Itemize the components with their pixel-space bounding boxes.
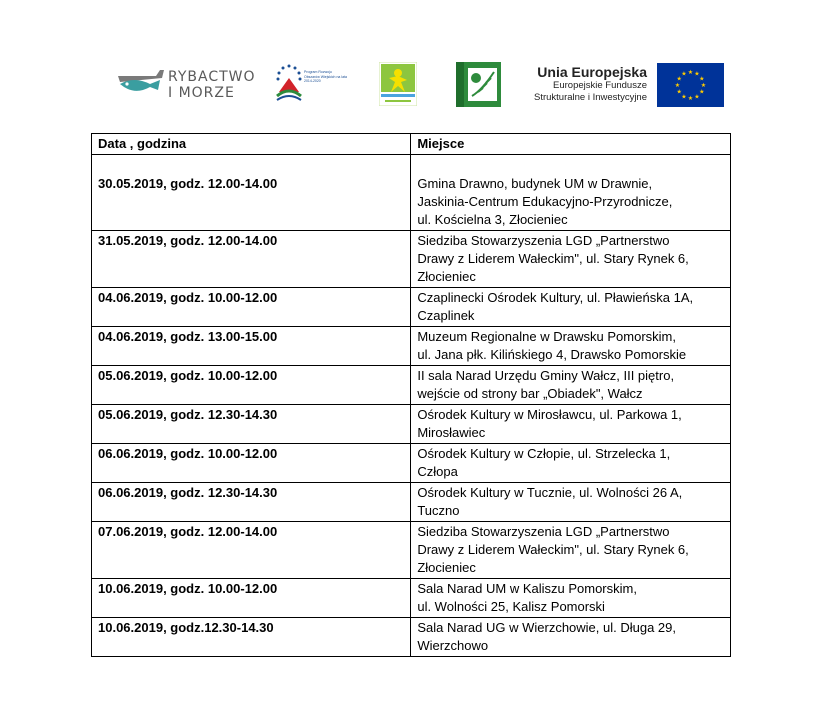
place-line: ul. Wolności 25, Kalisz Pomorski	[417, 599, 605, 614]
place-line: Tuczno	[417, 503, 460, 518]
place-line: Wierzchowo	[417, 638, 489, 653]
row-place	[411, 288, 731, 327]
table-body	[92, 155, 731, 657]
row-place	[411, 483, 731, 522]
place-line: Drawy z Liderem Wałeckim", ul. Stary Rynek 6,	[417, 542, 689, 557]
row-date: 04.06.2019, godz. 13.00-15.00	[92, 327, 411, 366]
rybactwo-i-morze-logo	[116, 68, 256, 102]
row-date: 10.06.2019, godz. 10.00-12.00	[92, 579, 411, 618]
row-date: 05.06.2019, godz. 12.30-14.30	[92, 405, 411, 444]
table-row	[92, 288, 731, 327]
row-place	[411, 618, 731, 657]
table-row	[92, 155, 731, 231]
row-date: 05.06.2019, godz. 10.00-12.00	[92, 366, 411, 405]
logo-bar	[0, 58, 826, 110]
row-place	[411, 366, 731, 405]
leader-wheat-icon	[456, 62, 501, 107]
row-place	[411, 579, 731, 618]
row-place	[411, 405, 731, 444]
row-date: 06.06.2019, godz. 10.00-12.00	[92, 444, 411, 483]
place-line: Czaplinek	[417, 308, 475, 323]
row-date: 04.06.2019, godz. 10.00-12.00	[92, 288, 411, 327]
place-line: Gmina Drawno, budynek UM w Drawnie,	[417, 176, 653, 191]
row-date: 30.05.2019, godz. 12.00-14.00	[92, 155, 411, 231]
table-row	[92, 327, 731, 366]
table-header-row	[92, 134, 731, 155]
row-date: 31.05.2019, godz. 12.00-14.00	[92, 231, 411, 288]
eu-flag	[657, 63, 724, 107]
place-line: Czaplinecki Ośrodek Kultury, ul. Pławieńska 1A,	[417, 290, 694, 305]
place-line: Drawy z Liderem Wałeckim", ul. Stary Rynek 6,	[417, 251, 689, 266]
table-row	[92, 618, 731, 657]
eu-funds-text	[517, 64, 647, 108]
eu-star-icon: ★	[674, 83, 681, 89]
prow-caption: Program Rozwoju Obszarów Wiejskich na lata 2014-2020	[304, 70, 347, 83]
row-place	[411, 327, 731, 366]
place-line: Złocieniec	[417, 269, 476, 284]
fish-boat-icon	[116, 68, 166, 102]
eu-subtitle-line1: Europejskie Fundusze	[553, 80, 647, 91]
table-row	[92, 405, 731, 444]
header-date: Data , godzina	[92, 134, 411, 155]
eu-star-icon: ★	[694, 71, 700, 78]
row-date: 07.06.2019, godz. 12.00-14.00	[92, 522, 411, 579]
eu-star-icon: ★	[694, 94, 700, 101]
place-line: Ośrodek Kultury w Człopie, ul. Strzelecka 1,	[417, 446, 671, 461]
rybactwo-text: RYBACTWO	[168, 69, 256, 85]
place-line: Sala Narad UM w Kaliszu Pomorskim,	[417, 581, 637, 596]
eu-star-icon: ★	[681, 94, 687, 101]
eu-star-icon: ★	[699, 76, 705, 83]
place-line: Ośrodek Kultury w Tucznie, ul. Wolności 26 A,	[417, 485, 683, 500]
leader-logo	[456, 62, 501, 107]
row-place	[411, 231, 731, 288]
row-date: 06.06.2019, godz. 12.30-14.30	[92, 483, 411, 522]
place-line: Złocieniec	[417, 560, 476, 575]
eu-title: Unia Europejska	[537, 64, 647, 80]
eu-star-icon: ★	[700, 83, 707, 89]
place-line: wejście od strony bar „Obiadek", Wałcz	[417, 386, 643, 401]
row-place	[411, 444, 731, 483]
lgd-logo	[379, 62, 417, 106]
row-place	[411, 522, 731, 579]
table-row	[92, 522, 731, 579]
eu-star-icon: ★	[699, 89, 705, 96]
place-line: II sala Narad Urzędu Gminy Wałcz, III piętro,	[417, 368, 675, 383]
eu-subtitle-line2: Strukturalne i Inwestycyjne	[534, 92, 647, 103]
place-line: Jaskinia-Centrum Edukacyjno-Przyrodnicze,	[417, 194, 673, 209]
row-date: 10.06.2019, godz.12.30-14.30	[92, 618, 411, 657]
header-place: Miejsce	[411, 134, 731, 155]
place-line: Ośrodek Kultury w Mirosławcu, ul. Parkowa 1,	[417, 407, 682, 422]
table-row	[92, 483, 731, 522]
table-row	[92, 366, 731, 405]
table-row	[92, 444, 731, 483]
i-morze-text: I MORZE	[168, 85, 235, 101]
place-line: Sala Narad UG w Wierzchowie, ul. Długa 29,	[417, 620, 677, 635]
eu-star-icon: ★	[676, 89, 682, 96]
row-place	[411, 155, 731, 231]
place-line: ul. Kościelna 3, Złocieniec	[417, 212, 568, 227]
place-line: Mirosławiec	[417, 425, 486, 440]
eu-star-icon: ★	[687, 96, 694, 102]
eu-star-icon: ★	[687, 70, 694, 76]
eu-flag-icon	[657, 63, 724, 107]
place-line: Siedziba Stowarzyszenia LGD „Partnerstwo	[417, 524, 670, 539]
lgd-figure-icon	[379, 62, 417, 106]
eu-star-icon: ★	[676, 76, 682, 83]
prow-logo	[274, 62, 348, 108]
eu-star-icon: ★	[681, 71, 687, 78]
table-row	[92, 579, 731, 618]
place-line: Muzeum Regionalne w Drawsku Pomorskim,	[417, 329, 676, 344]
place-line: Siedziba Stowarzyszenia LGD „Partnerstwo	[417, 233, 670, 248]
place-line: ul. Jana płk. Kilińskiego 4, Drawsko Pomorskie	[417, 347, 687, 362]
place-line: Człopa	[417, 464, 458, 479]
table-row	[92, 231, 731, 288]
prow-emblem-icon	[274, 62, 304, 108]
schedule-table	[91, 133, 731, 657]
